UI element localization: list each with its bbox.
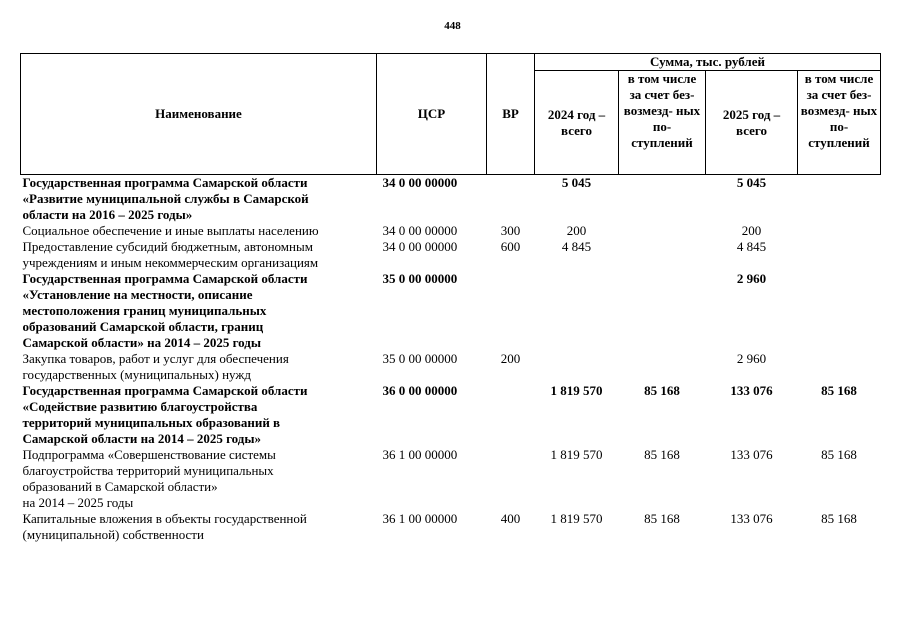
row-name: Государственная программа Самарской области «Развитие муниципальной службы в Самарской области на 2016 – 2025 годы» [22, 175, 309, 222]
row-2024-total: 1 819 570 [550, 383, 603, 398]
row-vr: 300 [500, 223, 521, 238]
row-vr: 600 [500, 239, 521, 254]
row-name: Закупка товаров, работ и услуг для обеспечения государственных (муниципальных) нужд [22, 351, 289, 382]
row-vr [487, 175, 535, 224]
budget-table [20, 53, 881, 543]
row-csr: 36 1 00 00000 [382, 511, 458, 526]
row-name: Предоставление субсидий бюджетным, автономным учреждениям и иным некоммерческим организациям [22, 239, 319, 270]
row-2024-free [619, 223, 706, 239]
row-vr: 200 [500, 351, 521, 366]
row-vr: 400 [500, 511, 521, 526]
table-row [21, 511, 881, 543]
row-2025-free [798, 239, 881, 271]
header-name: Наименование [21, 54, 377, 175]
row-2025-free [798, 351, 881, 383]
row-2024-free: 85 168 [644, 511, 680, 526]
row-2025-free [798, 175, 881, 224]
table-row [21, 271, 881, 351]
row-name: Социальное обеспечение и иные выплаты населению [22, 223, 319, 238]
table-body [21, 175, 881, 544]
row-name: Подпрограмма «Совершенствование системы благоустройства территорий муниципальных образований в Самарской области» на 2014 – 2025 годы [22, 447, 276, 510]
row-2024-free [619, 271, 706, 351]
header-sum: Сумма, тыс. рублей [535, 54, 881, 71]
row-2024-total: 1 819 570 [550, 511, 603, 526]
row-2024-total: 4 845 [561, 239, 592, 254]
row-vr [487, 447, 535, 511]
row-name: Капитальные вложения в объекты государственной (муниципальной) собственности [22, 511, 307, 542]
row-2025-total: 133 076 [730, 511, 773, 526]
table-row [21, 351, 881, 383]
row-2025-free: 85 168 [821, 447, 857, 462]
row-vr [487, 383, 535, 447]
table-row [21, 447, 881, 511]
row-2025-free [798, 271, 881, 351]
header-2025-total: 2025 год – всего [706, 71, 798, 175]
row-csr: 36 0 00 00000 [382, 383, 458, 398]
row-2024-free [619, 175, 706, 224]
header-2024-total: 2024 год – всего [535, 71, 619, 175]
header-csr: ЦСР [377, 54, 487, 175]
row-csr: 36 1 00 00000 [382, 447, 458, 462]
row-2025-total: 4 845 [736, 239, 767, 254]
row-2024-free [619, 351, 706, 383]
table-row [21, 383, 881, 447]
row-csr: 35 0 00 00000 [382, 351, 458, 366]
row-vr [487, 271, 535, 351]
row-2024-total [535, 351, 619, 383]
table-row [21, 223, 881, 239]
row-2024-total [535, 271, 619, 351]
table-row [21, 239, 881, 271]
table-header [21, 54, 881, 175]
row-name: Государственная программа Самарской области «Установление на местности, описание местоположения границ муниципальных образований Самарской области, границ Самарской области» на 2014 – 2025 годы [22, 271, 308, 350]
row-2025-total: 133 076 [730, 447, 773, 462]
row-csr: 35 0 00 00000 [382, 271, 458, 286]
header-2025-free: в том числе за счет без- возмезд- ных по- ступлений [798, 71, 881, 175]
row-name: Государственная программа Самарской области «Содействие развитию благоустройства территорий муниципальных образований в Самарской области на 2014 – 2025 годы» [22, 383, 308, 446]
row-2024-free [619, 239, 706, 271]
page-number: 448 [444, 20, 461, 32]
row-2024-free: 85 168 [644, 447, 680, 462]
row-2025-total: 2 960 [736, 351, 767, 366]
row-2025-free [798, 223, 881, 239]
row-csr: 34 0 00 00000 [382, 239, 458, 254]
row-2024-total: 5 045 [561, 175, 592, 190]
row-csr: 34 0 00 00000 [382, 223, 458, 238]
row-2025-total: 5 045 [736, 175, 767, 190]
row-csr: 34 0 00 00000 [382, 175, 458, 190]
table-row [21, 175, 881, 224]
row-2024-free: 85 168 [644, 383, 680, 398]
row-2025-total: 133 076 [730, 383, 773, 398]
row-2024-total: 200 [566, 223, 587, 238]
header-2024-free: в том числе за счет без- возмезд- ных по- ступлений [619, 71, 706, 175]
row-2025-free: 85 168 [821, 383, 857, 398]
header-vr: ВР [487, 54, 535, 175]
row-2024-total: 1 819 570 [550, 447, 603, 462]
row-2025-total: 2 960 [736, 271, 767, 286]
row-2025-free: 85 168 [821, 511, 857, 526]
row-2025-total: 200 [741, 223, 762, 238]
